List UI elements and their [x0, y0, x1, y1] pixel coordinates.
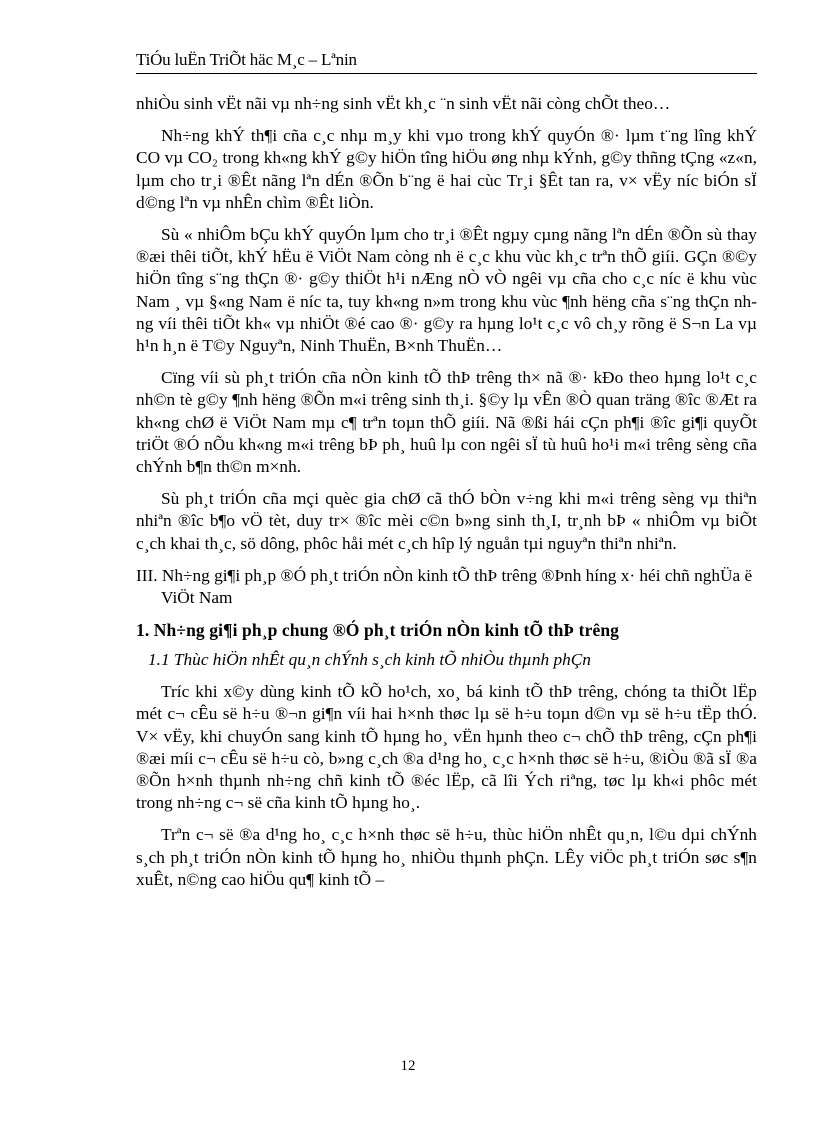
subsection-heading: 1. Nh÷ng gi¶i ph¸p chung ®Ó ph¸t triÓn nÒn kinh tÕ thÞ trêng — [136, 620, 620, 641]
section-heading: III. Nh÷ng gi¶i ph¸p ®Ó ph¸t triÓn nÒn kinh tÕ thÞ trêng ®Þnh híng x· héi chñ nghÜa ë ViÖt Nam — [136, 565, 753, 608]
page-number: 12 — [400, 1058, 416, 1074]
running-header: TiÓu luËn TriÕt häc M¸c – Lªnin — [136, 50, 357, 69]
paragraph: Cïng víi sù ph¸t triÓn cña nÒn kinh tÕ thÞ trêng th× nã ®· kÐo theo hµng lo¹t c¸c nh©n tè g©y ¶nh hëng ®Õn m«i trêng sinh th¸i. §©y lµ vÊn ®Ò quan träng ®îc ®Æt ra kh«ng chØ ë ViÖt Nam mµ c¶ trªn toµn thÕ giíi. Nã ®ßi hái cÇn ph¶i ®îc gi¶i quyÕt triÖt ®Ó nÕu kh«ng m«i trêng bÞ ph¸ huû lµ con ngêi sÏ tù huû ho¹i m«i trêng sèng cña chÝnh b¶n th©n m×nh. — [136, 368, 757, 477]
document-body — [136, 93, 757, 901]
paragraph: Sù « nhiÔm bÇu khÝ quyÓn lµm cho tr¸i ®Êt ngµy cµng nãng lªn dÉn ®Õn sù thay ®æi thêi tiÕt, khÝ hËu ë ViÖt Nam còng nh ë c¸c khu vùc kh¸c trªn thÕ giíi. GÇn ®©y hiÖn tîng s¨ng thÇn ®· g©y thiÖt h¹i nÆng nÒ vÒ ngêi vµ cña cho c¸c níc ë khu vùc Nam ¸ vµ §«ng Nam ë níc ta, tuy kh«ng n»m trong khu vùc ¶nh hëng cña s¨ng thÇn nhng víi thêi tiÕt kh« vµ nhiÖt ®é cao ®· g©y ra hµng lo¹t c¸c vô ch¸y rõng ë S¬n La vµ h¹n h¸n ë T©y Nguyªn, Ninh ThuËn, B×nh ThuËn… — [136, 225, 757, 356]
paragraph-continuation: nhiÒu sinh vËt nãi vµ nh÷ng sinh vËt kh¸c ¨n sinh vËt nãi còng chÕt theo… — [136, 94, 671, 113]
header-rule — [136, 73, 757, 74]
paragraph: Tríc khi x©y dùng kinh tÕ kÕ ho¹ch, xo¸ bá kinh tÕ thÞ trêng, chóng ta thiÕt lËp mét c¬ cÊu së h÷u ®¬n gi¶n víi hai h×nh thøc lµ së h÷u toµn d©n vµ së h÷u tËp thÓ. V× vËy, khi chuyÓn sang kinh tÕ hµng ho¸ vËn hµnh theo c¬ chÕ thÞ trêng, cÇn ph¶i ®æi míi c¬ cÊu së h÷u cò, b»ng c¸ch ®a d¹ng ho¸ c¸c h×nh thøc së h÷u, ®iÒu ®ã sÏ ®a ®Õn h×nh thµnh nh÷ng chñ kinh tÕ ®éc lËp, cã lîi Ých riªng, tøc lµ kh«i phôc mét trong nh÷ng c¬ së cña kinh tÕ hµng ho¸. — [136, 682, 757, 813]
paragraph: Nh÷ng khÝ th¶i cña c¸c nhµ m¸y khi vµo trong khÝ quyÓn ®· lµm t¨ng lîng khÝ CO vµ CO₂ trong kh«ng khÝ g©y hiÖn tîng hiÖu øng nhµ kÝnh, g©y thñng tÇng «z«n, lµm cho tr¸i ®Êt nãng lªn dÉn ®Õn b¨ng ë hai cùc Tr¸i §Êt tan ra, v× vËy níc biÓn sÏ d©ng lªn vµ nhÊn chìm ®Êt liÒn. — [136, 126, 757, 212]
subsubsection-heading: 1.1 Thùc hiÖn nhÊt qu¸n chÝnh s¸ch kinh tÕ nhiÒu thµnh phÇn — [148, 650, 591, 670]
paragraph: Sù ph¸t triÓn cña mçi quèc gia chØ cã thÓ bÒn v÷ng khi m«i trêng sèng vµ thiªn nhiªn ®îc b¶o vÖ tèt, duy tr× ®îc mèi c©n b»ng sinh th¸I, tr¸nh bÞ « nhiÔm vµ biÕt c¸ch khai th¸c, sö dông, phôc håi mét c¸ch hîp lý nguån tµi nguyªn thiªn nhiªn. — [136, 489, 757, 553]
paragraph: Trªn c¬ së ®a d¹ng ho¸ c¸c h×nh thøc së h÷u, thùc hiÖn nhÊt qu¸n, l©u dµi chÝnh s¸ch ph¸t triÓn nÒn kinh tÕ hµng ho¸ nhiÒu thµnh phÇn. LÊy viÖc ph¸t triÓn søc s¶n xuÊt, n©ng cao hiÖu qu¶ kinh tÕ – — [136, 825, 757, 889]
